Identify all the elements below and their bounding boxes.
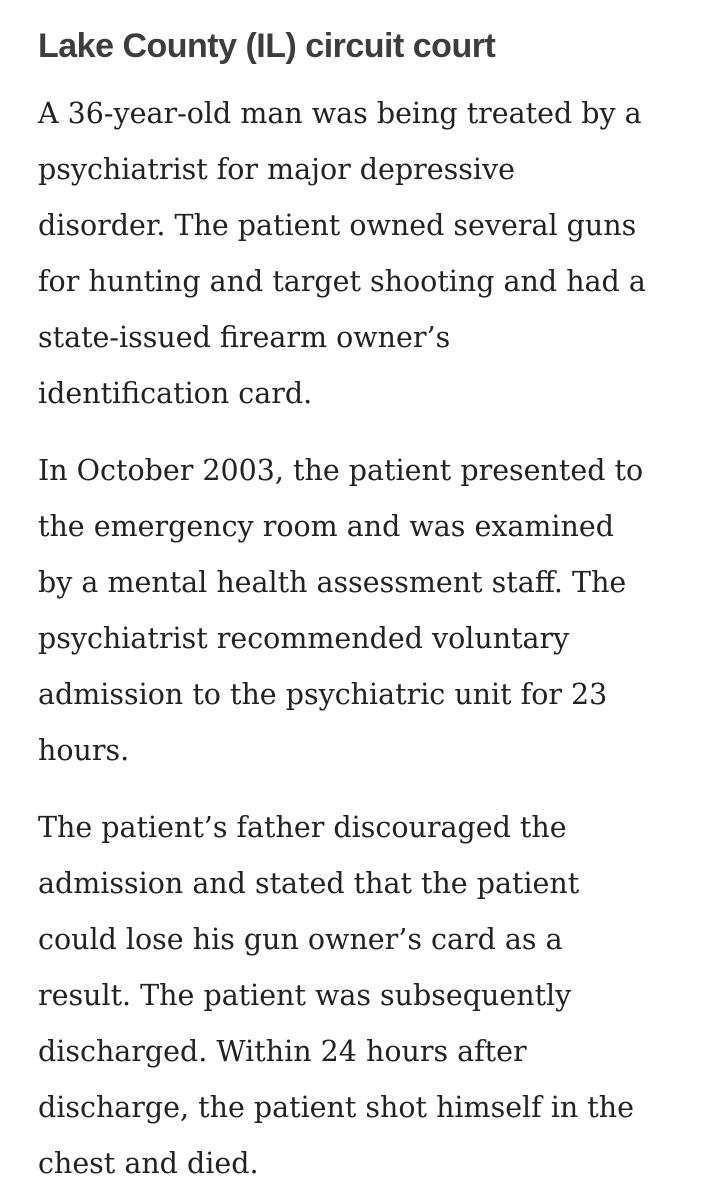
text-line: could lose his gun owner’s card as a — [38, 923, 563, 956]
text-line: the emergency room and was examined — [38, 510, 614, 543]
section-heading: Lake County (IL) circuit court — [38, 27, 496, 65]
text-line: psychiatrist recommended voluntary — [38, 622, 570, 655]
paragraph-2 — [38, 443, 643, 779]
text-line: discharged. Within 24 hours after — [38, 1035, 527, 1068]
text-line: by a mental health assessment staff. The — [38, 566, 627, 599]
paragraph-1 — [38, 86, 646, 422]
text-line: identification card. — [38, 377, 313, 410]
text-line: The patient’s father discouraged the — [38, 811, 567, 844]
text-line: state-issued firearm owner’s — [38, 321, 451, 354]
text-line: psychiatrist for major depressive — [38, 153, 515, 186]
text-line: A 36-year-old man was being treated by a — [38, 97, 642, 130]
text-line: admission to the psychiatric unit for 23 — [38, 678, 608, 711]
text-line: hours. — [38, 734, 130, 767]
text-line: admission and stated that the patient — [38, 867, 580, 900]
text-line: discharge, the patient shot himself in the — [38, 1091, 634, 1124]
text-line: for hunting and target shooting and had a — [38, 265, 646, 298]
text-line: result. The patient was subsequently — [38, 979, 572, 1012]
paragraph-3 — [38, 800, 634, 1192]
text-line: In October 2003, the patient presented to — [38, 454, 644, 487]
text-line: disorder. The patient owned several guns — [38, 209, 637, 242]
text-line: chest and died. — [38, 1147, 259, 1180]
